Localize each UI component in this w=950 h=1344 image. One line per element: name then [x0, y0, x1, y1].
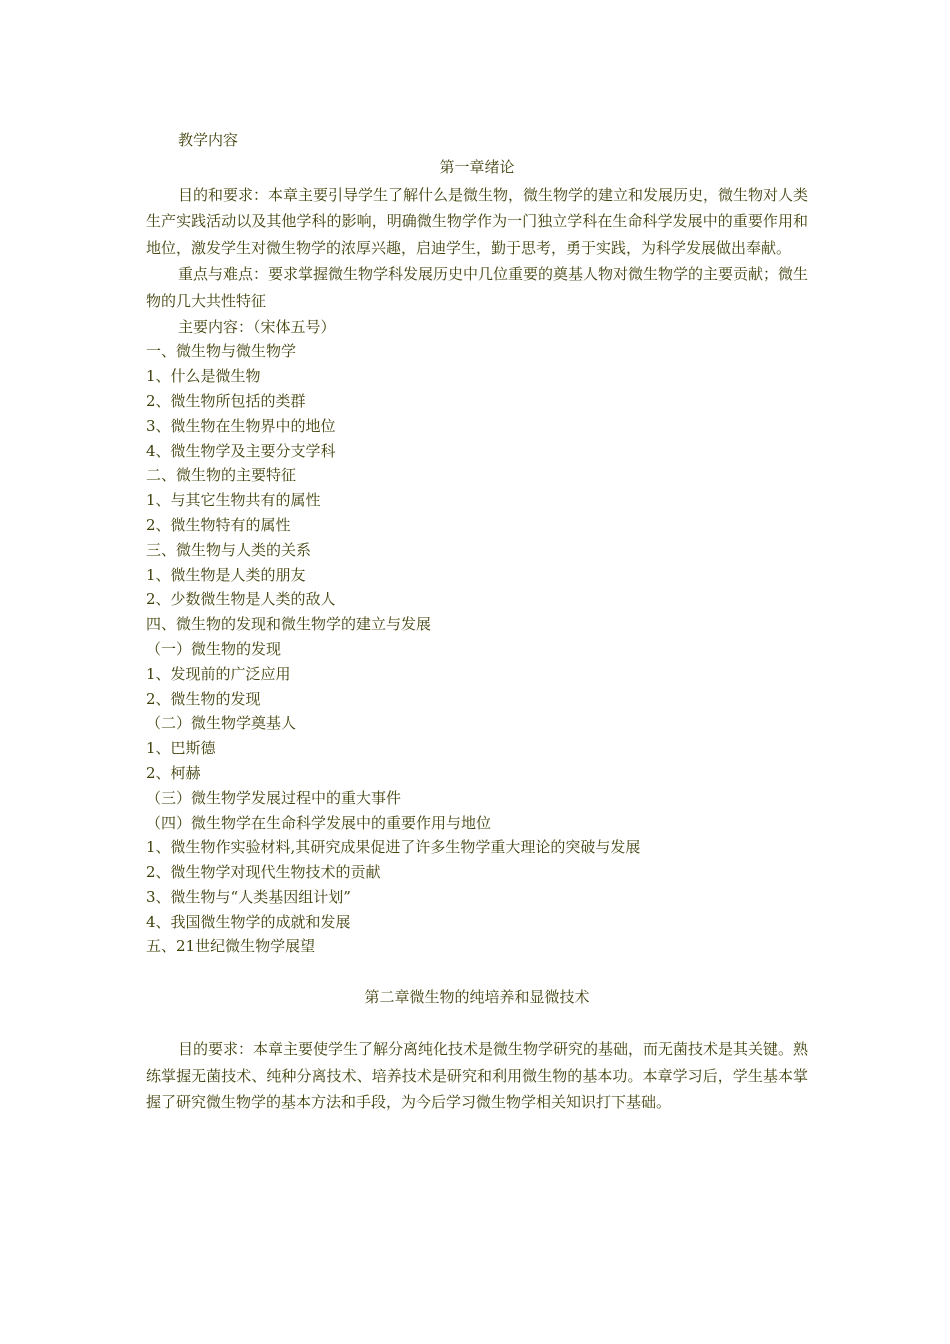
outline-item: 2、柯赫 — [146, 763, 201, 782]
chapter1-key-points-paragraph: 重点与难点：要求掌握微生物学科发展历史中几位重要的奠基人物对微生物学的主要贡献；微生物的几大共性特征 — [146, 265, 809, 310]
outline-item: 2、微生物所包括的类群 — [146, 391, 306, 410]
outline-item: 三、微生物与人类的关系 — [146, 540, 312, 559]
outline-item: （一）微生物的发现 — [146, 639, 282, 658]
document-body — [146, 128, 808, 1116]
outline-item: 1、微生物作实验材料,其研究成果促进了许多生物学重大理论的突破与发展 — [146, 838, 641, 857]
outline-item: 1、与其它生物共有的属性 — [146, 491, 321, 510]
outline-item: 五、21世纪微生物学展望 — [146, 937, 316, 956]
outline-item: 四、微生物的发现和微生物学的建立与发展 — [146, 615, 432, 634]
outline-item: 2、微生物特有的属性 — [146, 515, 291, 534]
chapter2-title: 第二章微生物的纯培养和显微技术 — [364, 988, 590, 1007]
chapter1-outline — [146, 339, 808, 959]
section-heading: 教学内容 — [178, 131, 239, 149]
outline-item: （三）微生物学发展过程中的重大事件 — [146, 788, 402, 807]
main-content-label: 主要内容：（宋体五号） — [178, 317, 336, 336]
outline-item: （四）微生物学在生命科学发展中的重要作用与地位 — [146, 813, 492, 832]
outline-item: （二）微生物学奠基人 — [146, 714, 297, 733]
outline-item: 二、微生物的主要特征 — [146, 466, 297, 485]
outline-item: 3、微生物与“人类基因组计划” — [146, 887, 351, 906]
outline-item: 3、微生物在生物界中的地位 — [146, 416, 336, 435]
chapter1-goals-paragraph: 目的和要求：本章主要引导学生了解什么是微生物，微生物学的建立和发展历史，微生物对人类生产实践活动以及其他学科的影响，明确微生物学作为一门独立学科在生命科学发展中的重要作用和地位，激发学生对微生物学的浓厚兴趣，启迪学生，勤于思考，勇于实践，为科学发展做出奉献。 — [146, 185, 809, 257]
outline-item: 4、微生物学及主要分支学科 — [146, 441, 336, 460]
outline-item: 1、巴斯德 — [146, 739, 216, 758]
outline-item: 一、微生物与微生物学 — [146, 342, 297, 361]
outline-item: 1、发现前的广泛应用 — [146, 664, 291, 683]
chapter2-goals-paragraph: 目的要求：本章主要使学生了解分离纯化技术是微生物学研究的基础，而无菌技术是其关键。熟练掌握无菌技术、纯种分离技术、培养技术是研究和利用微生物的基本功。本章学习后，学生基本掌握了研究微生物学的基本方法和手段，为今后学习微生物学相关知识打下基础。 — [146, 1040, 809, 1112]
outline-item: 4、我国微生物学的成就和发展 — [146, 912, 351, 931]
outline-item: 2、微生物学对现代生物技术的贡献 — [146, 863, 381, 882]
outline-item: 1、微生物是人类的朋友 — [146, 565, 306, 584]
outline-item: 2、少数微生物是人类的敌人 — [146, 590, 336, 609]
outline-item: 2、微生物的发现 — [146, 689, 261, 708]
chapter1-title: 第一章绪论 — [439, 157, 515, 176]
outline-item: 1、什么是微生物 — [146, 367, 261, 386]
